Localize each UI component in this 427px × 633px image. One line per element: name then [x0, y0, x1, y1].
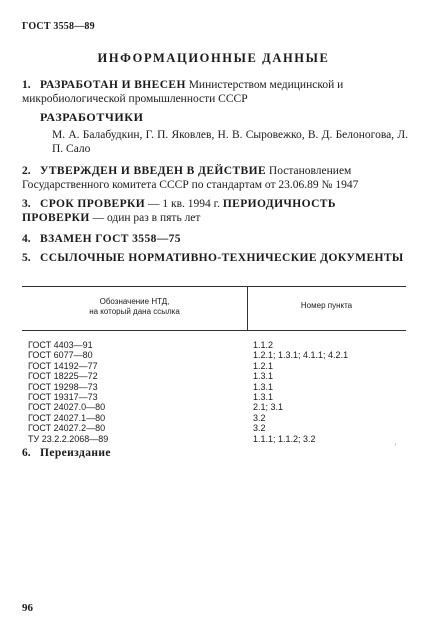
section-number: 4.: [22, 233, 31, 245]
table-row: [22, 392, 406, 402]
section-text: Постановлением Государственного комитета СССР по стандартам от 23.06.89 № 1947: [22, 165, 359, 191]
table-row: [22, 413, 406, 423]
section-caption: ССЫЛОЧНЫЕ НОРМАТИВНО-ТЕХНИЧЕСКИЕ ДОКУМЕНТЫ: [40, 252, 404, 264]
table-header-clause: Номер пункта: [300, 301, 353, 310]
table-cell-document: ГОСТ 24027.2—80: [28, 423, 106, 434]
table-cell-document: ГОСТ 6077—80: [28, 350, 93, 361]
table-row: [22, 423, 406, 433]
table-cell-clause: 3.2: [253, 423, 266, 434]
section-3: [22, 197, 406, 225]
table-header-document: Обозначение НТД, на который дана ссылка: [89, 297, 180, 316]
section-number: 5.: [22, 252, 31, 264]
table-cell-clause: 1.3.1: [253, 371, 274, 382]
table-top-rule: [22, 286, 406, 287]
table-cell-document: ГОСТ 19298—73: [28, 381, 98, 392]
section-caption: ВЗАМЕН ГОСТ 3558—75: [40, 233, 181, 245]
page-number: 96: [22, 602, 33, 614]
table-cell-clause: 1.2.1: [253, 360, 274, 371]
section-5: [22, 251, 406, 265]
section-2: [22, 164, 406, 192]
section-caption: Переиздание: [40, 447, 111, 459]
table-cell-clause: 1.3.1: [253, 391, 274, 402]
table-row: [22, 340, 406, 350]
developers-list: М. А. Балабудкин, Г. П. Яковлев, Н. В. Сыровежко, В. Д. Белоногова, Л. П. Сало: [52, 129, 408, 155]
section-number: 3.: [22, 198, 31, 210]
scan-mark: ’: [394, 442, 397, 451]
section-caption: УТВЕРЖДЕН И ВВЕДЕН В ДЕЙСТВИЕ: [40, 165, 267, 177]
table-cell-document: ГОСТ 4403—91: [28, 340, 93, 350]
table-cell-clause: 2.1; 3.1: [253, 402, 284, 413]
table-cell-document: ГОСТ 14192—77: [28, 360, 98, 371]
section-number: 6.: [22, 447, 31, 459]
table-cell-document: ТУ 23.2.2.2068—89: [28, 433, 109, 444]
table-row: [22, 361, 406, 371]
section-1: [22, 78, 406, 106]
table-cell-clause: 1.1.2: [253, 340, 274, 350]
section-text: Министерством медицинской и микробиологической промышленности СССР: [22, 79, 344, 105]
section-number: 1.: [22, 79, 31, 91]
document-header: ГОСТ 3558—89: [22, 21, 95, 32]
table-cell-clause: 1.3.1: [253, 381, 274, 392]
section-caption: РАЗРАБОТАН И ВНЕСЕН: [40, 79, 186, 91]
table-cell-clause: 1.1.1; 1.1.2; 3.2: [253, 433, 316, 444]
table-body: [22, 340, 406, 444]
table-cell-document: ГОСТ 18225—72: [28, 371, 98, 382]
table-row: [22, 434, 406, 444]
table-row: [22, 382, 406, 392]
table-cell-document: ГОСТ 24027.1—80: [28, 412, 106, 423]
table-cell-document: ГОСТ 19317—73: [28, 391, 98, 402]
section-caption: СРОК ПРОВЕРКИ: [40, 198, 146, 210]
section-number: 2.: [22, 165, 31, 177]
developers-label: РАЗРАБОТЧИКИ: [40, 110, 144, 124]
section-6: [22, 446, 406, 460]
section-text: — 1 кв. 1994 г.: [145, 198, 223, 210]
page-title: ИНФОРМАЦИОННЫЕ ДАННЫЕ: [97, 51, 330, 65]
section-4: [22, 232, 406, 246]
reference-table: [22, 286, 406, 444]
table-header-rule: [22, 330, 406, 331]
table-cell-clause: 1.2.1; 1.3.1; 4.1.1; 4.2.1: [253, 350, 349, 361]
table-row: [22, 402, 406, 412]
section-caption-2: ПЕРИОДИЧНОСТЬ ПРОВЕРКИ: [22, 198, 336, 224]
table-cell-document: ГОСТ 24027.0—80: [28, 402, 106, 413]
section-text-2: — один раз в пять лет: [89, 212, 201, 224]
table-cell-clause: 3.2: [253, 412, 266, 423]
table-row: [22, 350, 406, 360]
table-row: [22, 371, 406, 381]
